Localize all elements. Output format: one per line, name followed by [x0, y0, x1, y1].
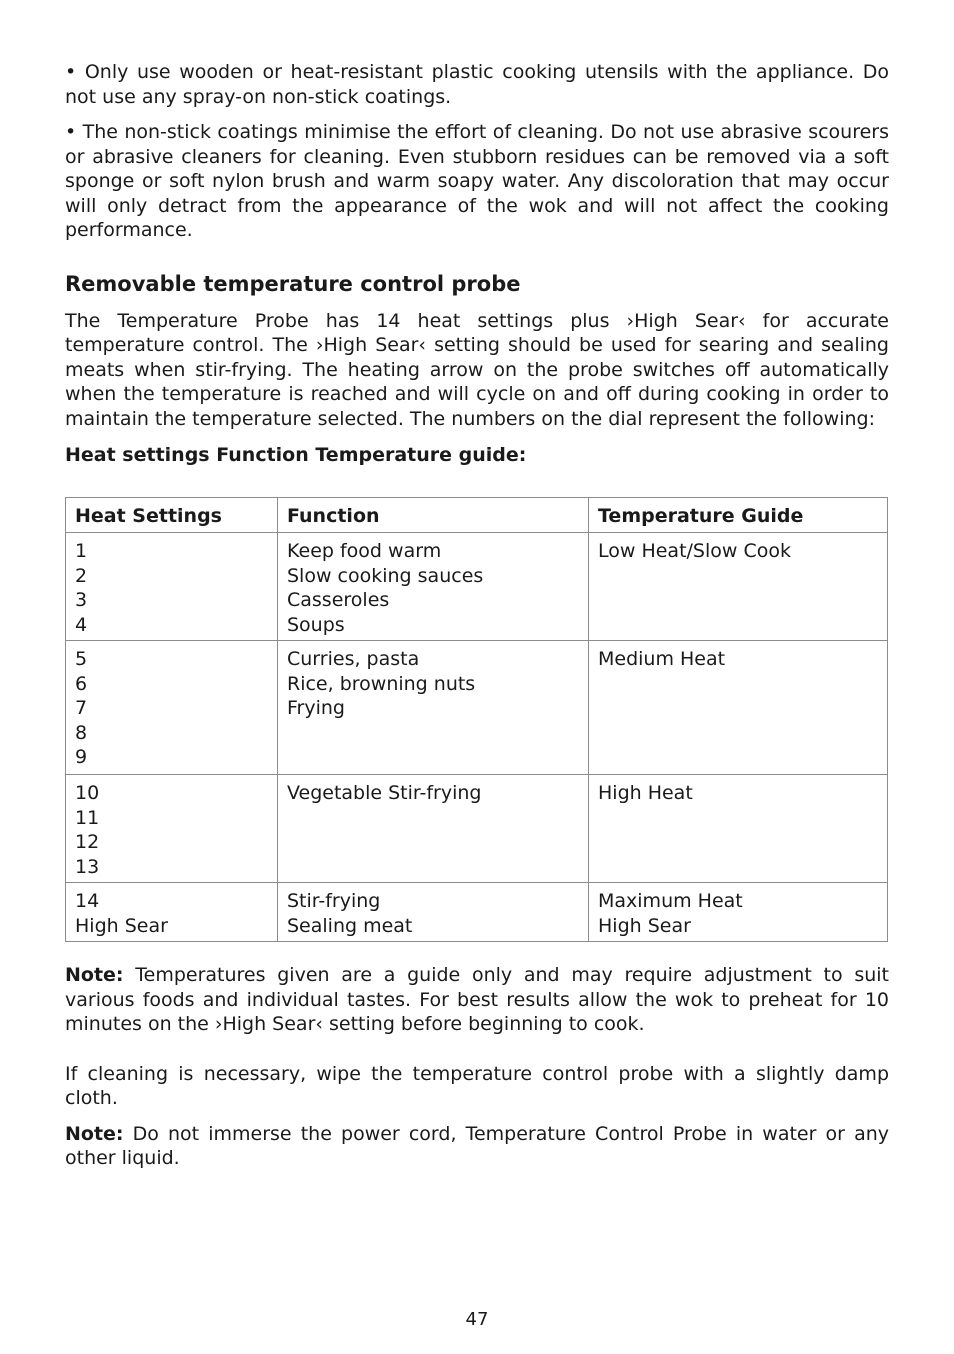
- cell-line: 4: [75, 613, 88, 636]
- cell-function: [278, 533, 589, 641]
- cell-line: Keep food warm: [287, 540, 442, 562]
- page-number: 47: [465, 1309, 489, 1330]
- cell-line: 8: [75, 721, 88, 744]
- cell-line: Low Heat/Slow Cook: [598, 540, 791, 562]
- cell-line: 2: [75, 564, 88, 587]
- cell-temperature-guide: [589, 641, 888, 775]
- cell-line: 10: [75, 782, 100, 804]
- cell-line: Sealing meat: [287, 914, 413, 937]
- table-row: [66, 775, 888, 883]
- cell-line: Rice, browning nuts: [287, 672, 476, 695]
- note-text: Do not immerse the power cord, Temperature Control Probe in water or any other liquid.: [65, 1122, 889, 1169]
- cell-line: 14: [75, 890, 100, 912]
- cell-heat-settings: [66, 533, 278, 641]
- cell-line: Vegetable Stir-frying: [287, 782, 482, 804]
- cell-line: 11: [75, 806, 100, 829]
- cell-temperature-guide: [589, 533, 888, 641]
- table-row: [66, 533, 888, 641]
- cell-function: [278, 775, 589, 883]
- note-label: Note:: [65, 964, 124, 986]
- table-row: [66, 883, 888, 942]
- header-heat-settings: Heat Settings: [66, 497, 278, 533]
- cell-line: 12: [75, 831, 100, 853]
- header-function: Function: [278, 497, 589, 533]
- table-title: Heat settings Function Temperature guide:: [65, 444, 527, 466]
- note-text: Temperatures given are a guide only and may require adjustment to suit various foods and individual tastes. For best results allow the wok to preheat for 10 minutes on the ›High Sear‹ setting before beginning to cook.: [65, 964, 889, 1035]
- manual-page: [65, 60, 889, 1171]
- bullet-utensils: • Only use wooden or heat-resistant plastic cooking utensils with the appliance. Do not use any spray-on non-stick coatings.: [65, 61, 889, 108]
- note-label: Note:: [65, 1122, 124, 1145]
- cell-line: 9: [75, 746, 88, 768]
- table-row: [66, 641, 888, 775]
- cell-temperature-guide: [589, 883, 888, 942]
- cell-function: [278, 883, 589, 942]
- cell-line: Frying: [287, 697, 345, 719]
- cell-line: High Sear: [598, 914, 691, 937]
- cell-line: High Heat: [598, 782, 693, 804]
- cleaning-paragraph: If cleaning is necessary, wipe the temperature control probe with a slightly damp cloth.: [65, 1062, 889, 1109]
- cell-line: 3: [75, 589, 88, 611]
- cell-heat-settings: [66, 883, 278, 942]
- cell-line: Soups: [287, 613, 345, 636]
- cell-line: Stir-frying: [287, 890, 381, 912]
- cell-line: 7: [75, 697, 88, 719]
- cell-function: [278, 641, 589, 775]
- section-title: Removable temperature control probe: [65, 271, 521, 296]
- cell-line: Maximum Heat: [598, 890, 743, 912]
- cell-line: 6: [75, 672, 88, 695]
- cell-line: 13: [75, 855, 100, 878]
- cell-line: Slow cooking sauces: [287, 564, 484, 587]
- heat-settings-table: [65, 497, 888, 943]
- cell-temperature-guide: [589, 775, 888, 883]
- cell-line: 1: [75, 540, 88, 562]
- cell-line: 5: [75, 648, 88, 670]
- table-header-row: [66, 497, 888, 533]
- cell-heat-settings: [66, 775, 278, 883]
- note-immerse: [65, 1122, 889, 1171]
- cell-line: Curries, pasta: [287, 648, 420, 670]
- cell-heat-settings: [66, 641, 278, 775]
- note-temperatures: [65, 963, 889, 1037]
- intro-paragraph: The Temperature Probe has 14 heat settings plus ›High Sear‹ for accurate temperature control. The ›High Sear‹ setting should be used for searing and sealing meats when stir-frying. The heating arrow on the probe switches off automatically when the temperature is reached and will cycle on and off during cooking in order to maintain the temperature selected. The numbers on the dial represent the following:: [65, 309, 889, 430]
- bullet-cleaning: • The non-stick coatings minimise the effort of cleaning. Do not use abrasive scourers or abrasive cleaners for cleaning. Even stubborn residues can be removed via a soft sponge or soft nylon brush and warm soapy water. Any discoloration that may occur will only detract from the appearance of the wok and will not affect the cooking performance.: [65, 121, 889, 241]
- cell-line: High Sear: [75, 914, 168, 937]
- header-temperature-guide: Temperature Guide: [589, 497, 888, 533]
- cell-line: Medium Heat: [598, 648, 726, 670]
- cell-line: Casseroles: [287, 589, 390, 611]
